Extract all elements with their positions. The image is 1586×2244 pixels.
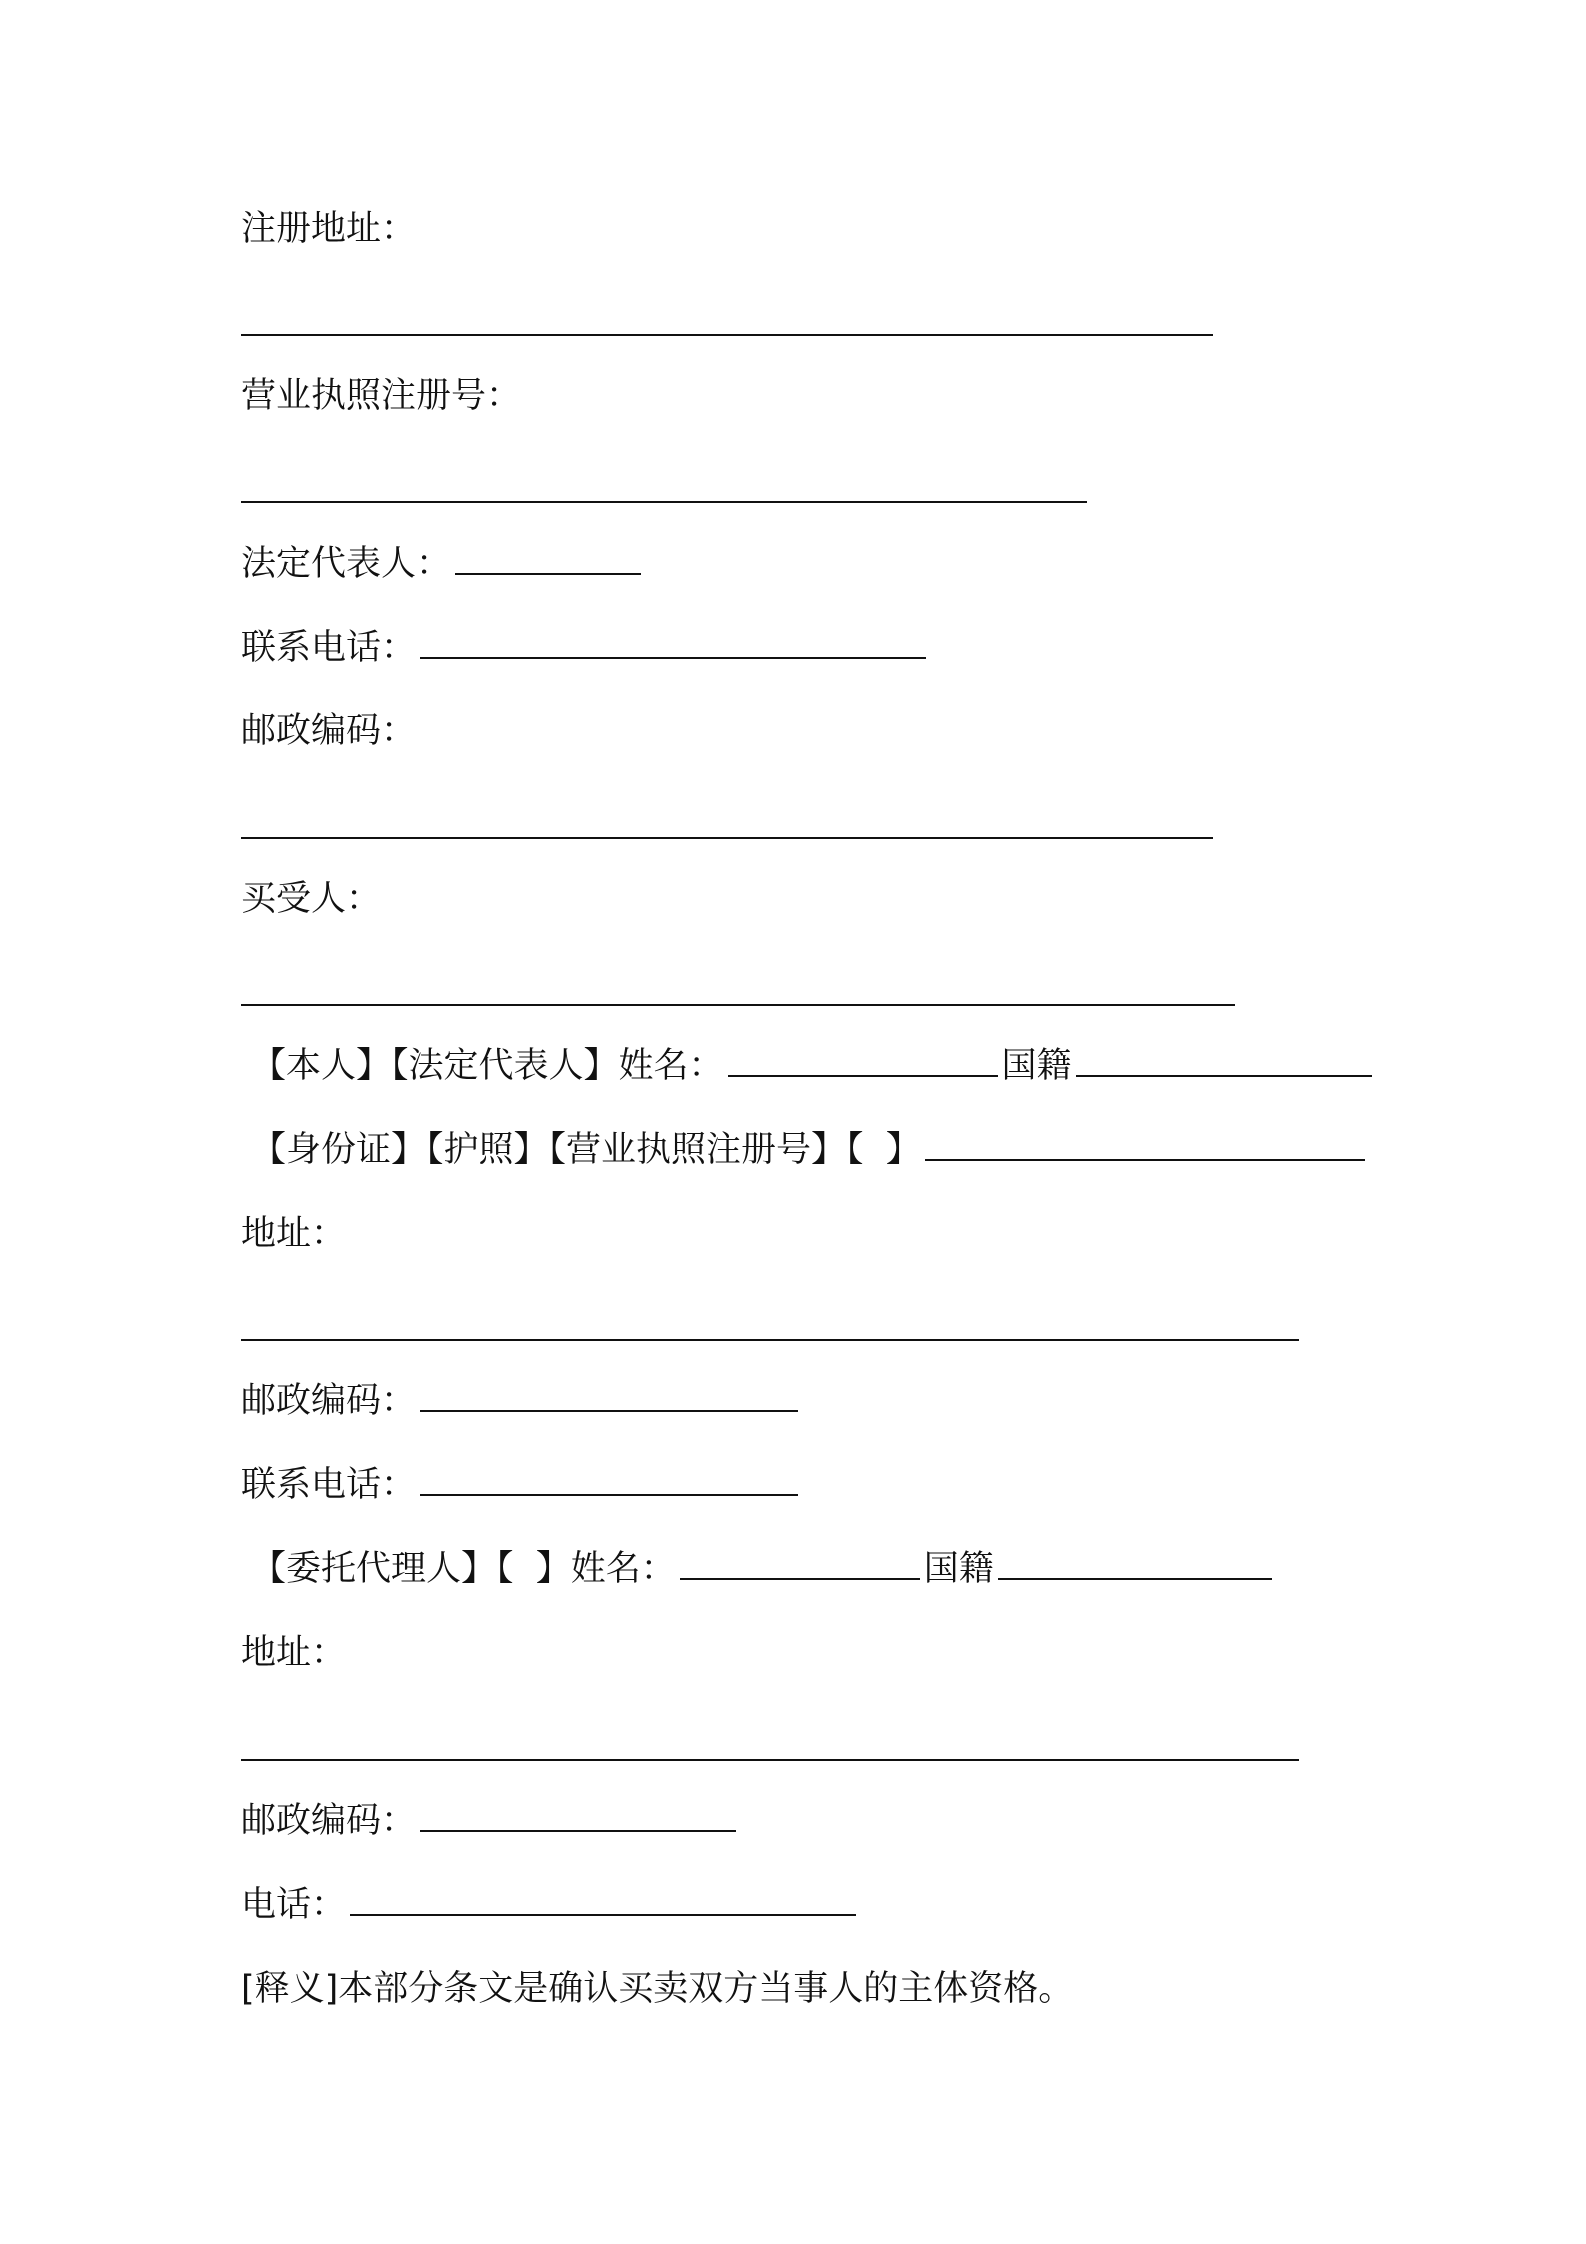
agent-postcode-row [241, 1798, 740, 1844]
buyer-postcode-label: 邮政编码： [241, 1381, 417, 1421]
buyer-id-label: 【身份证】【护照】【营业执照注册号】【 】 [251, 1130, 921, 1170]
contact-phone-blank [420, 627, 926, 659]
agent-phone-label: 电话： [241, 1885, 347, 1925]
postcode-blank [241, 837, 1213, 839]
buyer-address-blank [241, 1339, 1299, 1341]
agent-phone-blank [350, 1884, 856, 1916]
buyer-nationality-label: 国籍 [1001, 1046, 1072, 1086]
agent-name-row [251, 1546, 1276, 1592]
agent-address-blank [241, 1759, 1299, 1761]
buyer-postcode-row [241, 1378, 802, 1424]
explanation-note: [释义]本部分条文是确认买卖双方当事人的主体资格。 [241, 1969, 1074, 2009]
license-number-blank [241, 501, 1087, 503]
buyer-name-blank [728, 1045, 998, 1077]
buyer-nationality-blank [1076, 1045, 1372, 1077]
buyer-address-label: 地址： [241, 1214, 347, 1254]
agent-address-label: 地址： [241, 1633, 347, 1673]
agent-nationality-blank [998, 1548, 1272, 1580]
agent-name-label: 【委托代理人】【 】姓名： [251, 1549, 676, 1589]
buyer-name-row [251, 1043, 1376, 1089]
legal-representative-row [241, 541, 645, 587]
agent-postcode-label: 邮政编码： [241, 1801, 417, 1841]
buyer-blank [241, 1004, 1235, 1006]
contact-phone-row [241, 625, 930, 671]
buyer-phone-label: 联系电话： [241, 1465, 417, 1505]
buyer-postcode-blank [420, 1380, 798, 1412]
buyer-phone-row [241, 1462, 802, 1508]
agent-name-blank [680, 1548, 920, 1580]
agent-postcode-blank [420, 1800, 736, 1832]
buyer-phone-blank [420, 1464, 798, 1496]
buyer-label: 买受人： [241, 879, 382, 919]
agent-phone-row [241, 1882, 860, 1928]
legal-representative-label: 法定代表人： [241, 544, 452, 584]
buyer-name-label: 【本人】【法定代表人】姓名： [251, 1046, 724, 1086]
agent-nationality-label: 国籍 [923, 1549, 994, 1589]
registered-address-label: 注册地址： [241, 209, 417, 249]
license-number-label: 营业执照注册号： [241, 376, 522, 416]
buyer-id-row [251, 1127, 1369, 1173]
registered-address-blank [241, 334, 1213, 336]
contact-phone-label: 联系电话： [241, 628, 417, 668]
postcode-label: 邮政编码： [241, 711, 417, 751]
buyer-id-blank [925, 1129, 1365, 1161]
legal-representative-blank [455, 543, 641, 575]
